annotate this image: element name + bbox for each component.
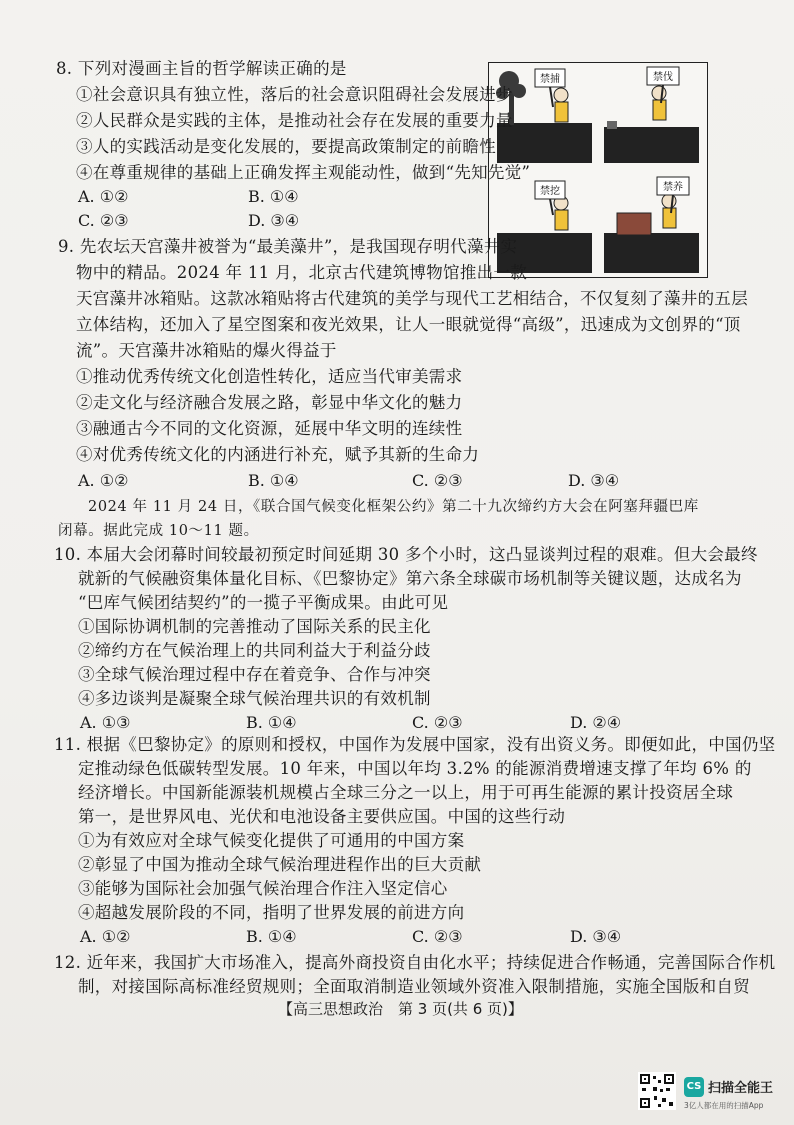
q11-item-2: ②彰显了中国为推动全球气候治理进程作出的巨大贡献 — [78, 855, 482, 874]
q10-option-a[interactable]: A. ①③ — [80, 713, 131, 732]
q8-stem: 8. 下列对漫画主旨的哲学解读正确的是 — [56, 59, 347, 78]
sign-text-4: 禁养 — [663, 182, 683, 193]
q12-line-1: 12. 近年来，我国扩大市场准入，提高外商投资自由化水平；持续促进合作畅通，完善国际合作机 — [54, 953, 776, 972]
tree-stump — [607, 121, 617, 129]
q10-item-3: ③全球气候治理过程中存在着竞争、合作与冲突 — [78, 665, 431, 684]
q10-option-b[interactable]: B. ①④ — [246, 713, 297, 732]
q10-item-2: ②缔约方在气候治理上的共同利益大于利益分歧 — [78, 641, 431, 660]
q10-option-c[interactable]: C. ②③ — [412, 713, 463, 732]
scanner-app-name: 扫描全能王 — [708, 1081, 774, 1096]
page-footer: 【高三思想政治 第 3 页(共 6 页)】 — [278, 1000, 523, 1018]
q8-item-3: ③人的实践活动是变化发展的，要提高政策制定的前瞻性 — [76, 137, 496, 156]
q11-item-4: ④超越发展阶段的不同，指明了世界发展的前进方向 — [78, 903, 465, 922]
q9-line-2: 物中的精品。2024 年 11 月，北京古代建筑博物馆推出一款 — [76, 263, 528, 282]
q9-item-2: ②走文化与经济融合发展之路，彰显中华文化的魅力 — [76, 393, 463, 412]
q10-line-3: “巴库气候团结契约”的一揽子平衡成果。由此可见 — [78, 593, 449, 612]
q11-item-3: ③能够为国际社会加强气候治理合作注入坚定信心 — [78, 879, 448, 898]
q9-line-5: 流”。天宫藻井冰箱贴的爆火得益于 — [76, 341, 337, 360]
qr-code-icon — [638, 1072, 676, 1110]
q11-line-4: 第一，是世界风电、光伏和电池设备主要供应国。中国的这些行动 — [78, 807, 566, 826]
q10-option-d[interactable]: D. ②④ — [570, 713, 622, 732]
q11-option-b[interactable]: B. ①④ — [246, 927, 297, 946]
material-line-1: 2024 年 11 月 24 日，《联合国气候变化框架公约》第二十九次缔约方大会在阿塞拜疆巴库 — [88, 499, 699, 515]
q9-option-c[interactable]: C. ②③ — [412, 471, 463, 490]
q11-line-1: 11. 根据《巴黎协定》的原则和授权，中国作为发展中国家，没有出资义务。即便如此，中国仍坚 — [54, 735, 776, 754]
q8-item-4: ④在尊重规律的基础上正确发挥主观能动性，做到“先知先觉” — [76, 163, 531, 182]
farm-plot — [617, 213, 651, 235]
sign-text-2: 禁伐 — [653, 72, 673, 83]
q11-option-d[interactable]: D. ③④ — [570, 927, 622, 946]
q8-item-1: ①社会意识具有独立性，落后的社会意识阻碍社会发展进步 — [76, 85, 513, 104]
q9-item-1: ①推动优秀传统文化创造性转化，适应当代审美需求 — [76, 367, 463, 386]
scanner-logo-icon: CS — [684, 1077, 704, 1097]
q12-line-2: 制，对接国际高标准经贸规则；全面取消制造业领域外资准入限制措施，实施全国版和自贸 — [78, 977, 750, 996]
q9-option-b[interactable]: B. ①④ — [248, 471, 299, 490]
q8-option-d[interactable]: D. ③④ — [248, 211, 300, 230]
sign-text-3: 禁挖 — [540, 186, 560, 197]
q10-item-4: ④多边谈判是凝聚全球气候治理共识的有效机制 — [78, 689, 431, 708]
scanner-tagline: 3亿人都在用的扫描App — [684, 1101, 764, 1110]
sign-text-1: 禁捕 — [540, 74, 560, 85]
q9-item-3: ③融通古今不同的文化资源，延展中华文明的连续性 — [76, 419, 463, 438]
q11-option-a[interactable]: A. ①② — [80, 927, 131, 946]
q10-line-1: 10. 本届大会闭幕时间较最初预定时间延期 30 多个小时，这凸显谈判过程的艰难。但大会最终 — [54, 545, 758, 564]
q9-option-a[interactable]: A. ①② — [78, 471, 129, 490]
q9-option-d[interactable]: D. ③④ — [568, 471, 620, 490]
q11-item-1: ①为有效应对全球气候变化提供了可通用的中国方案 — [78, 831, 465, 850]
q9-line-3: 天宫藻井冰箱贴。这款冰箱贴将古代建筑的美学与现代工艺相结合，不仅复刻了藻井的五层 — [76, 289, 748, 308]
q10-item-1: ①国际协调机制的完善推动了国际关系的民主化 — [78, 617, 431, 636]
q8-option-c[interactable]: C. ②③ — [78, 211, 129, 230]
q11-option-c[interactable]: C. ②③ — [412, 927, 463, 946]
q8-item-2: ②人民群众是实践的主体，是推动社会存在发展的重要力量 — [76, 111, 513, 130]
q9-line-4: 立体结构，还加入了星空图案和夜光效果，让人一眼就觉得“高级”，迅速成为文创界的“顶 — [76, 315, 741, 334]
q8-option-b[interactable]: B. ①④ — [248, 187, 299, 206]
q10-line-2: 就新的气候融资集体量化目标、《巴黎协定》第六条全球碳市场机制等关键议题，达成名为 — [78, 569, 742, 588]
q9-line-1: 9. 先农坛天宫藻井被誉为“最美藻井”，是我国现存明代藻井实 — [58, 237, 518, 256]
q9-item-4: ④对优秀传统文化的内涵进行补充，赋予其新的生命力 — [76, 445, 480, 464]
material-line-2: 闭幕。据此完成 10～11 题。 — [58, 523, 259, 539]
q8-option-a[interactable]: A. ①② — [78, 187, 129, 206]
person-head — [554, 88, 568, 102]
person-body — [555, 102, 568, 122]
q11-line-3: 经济增长。中国新能源装机规模占全球三分之一以上，用于可再生能源的累计投资居全球 — [78, 783, 734, 802]
q11-line-2: 定推动绿色低碳转型发展。10 年来，中国以年均 3.2% 的能源消费增速支撑了年均 6% 的 — [78, 759, 752, 778]
